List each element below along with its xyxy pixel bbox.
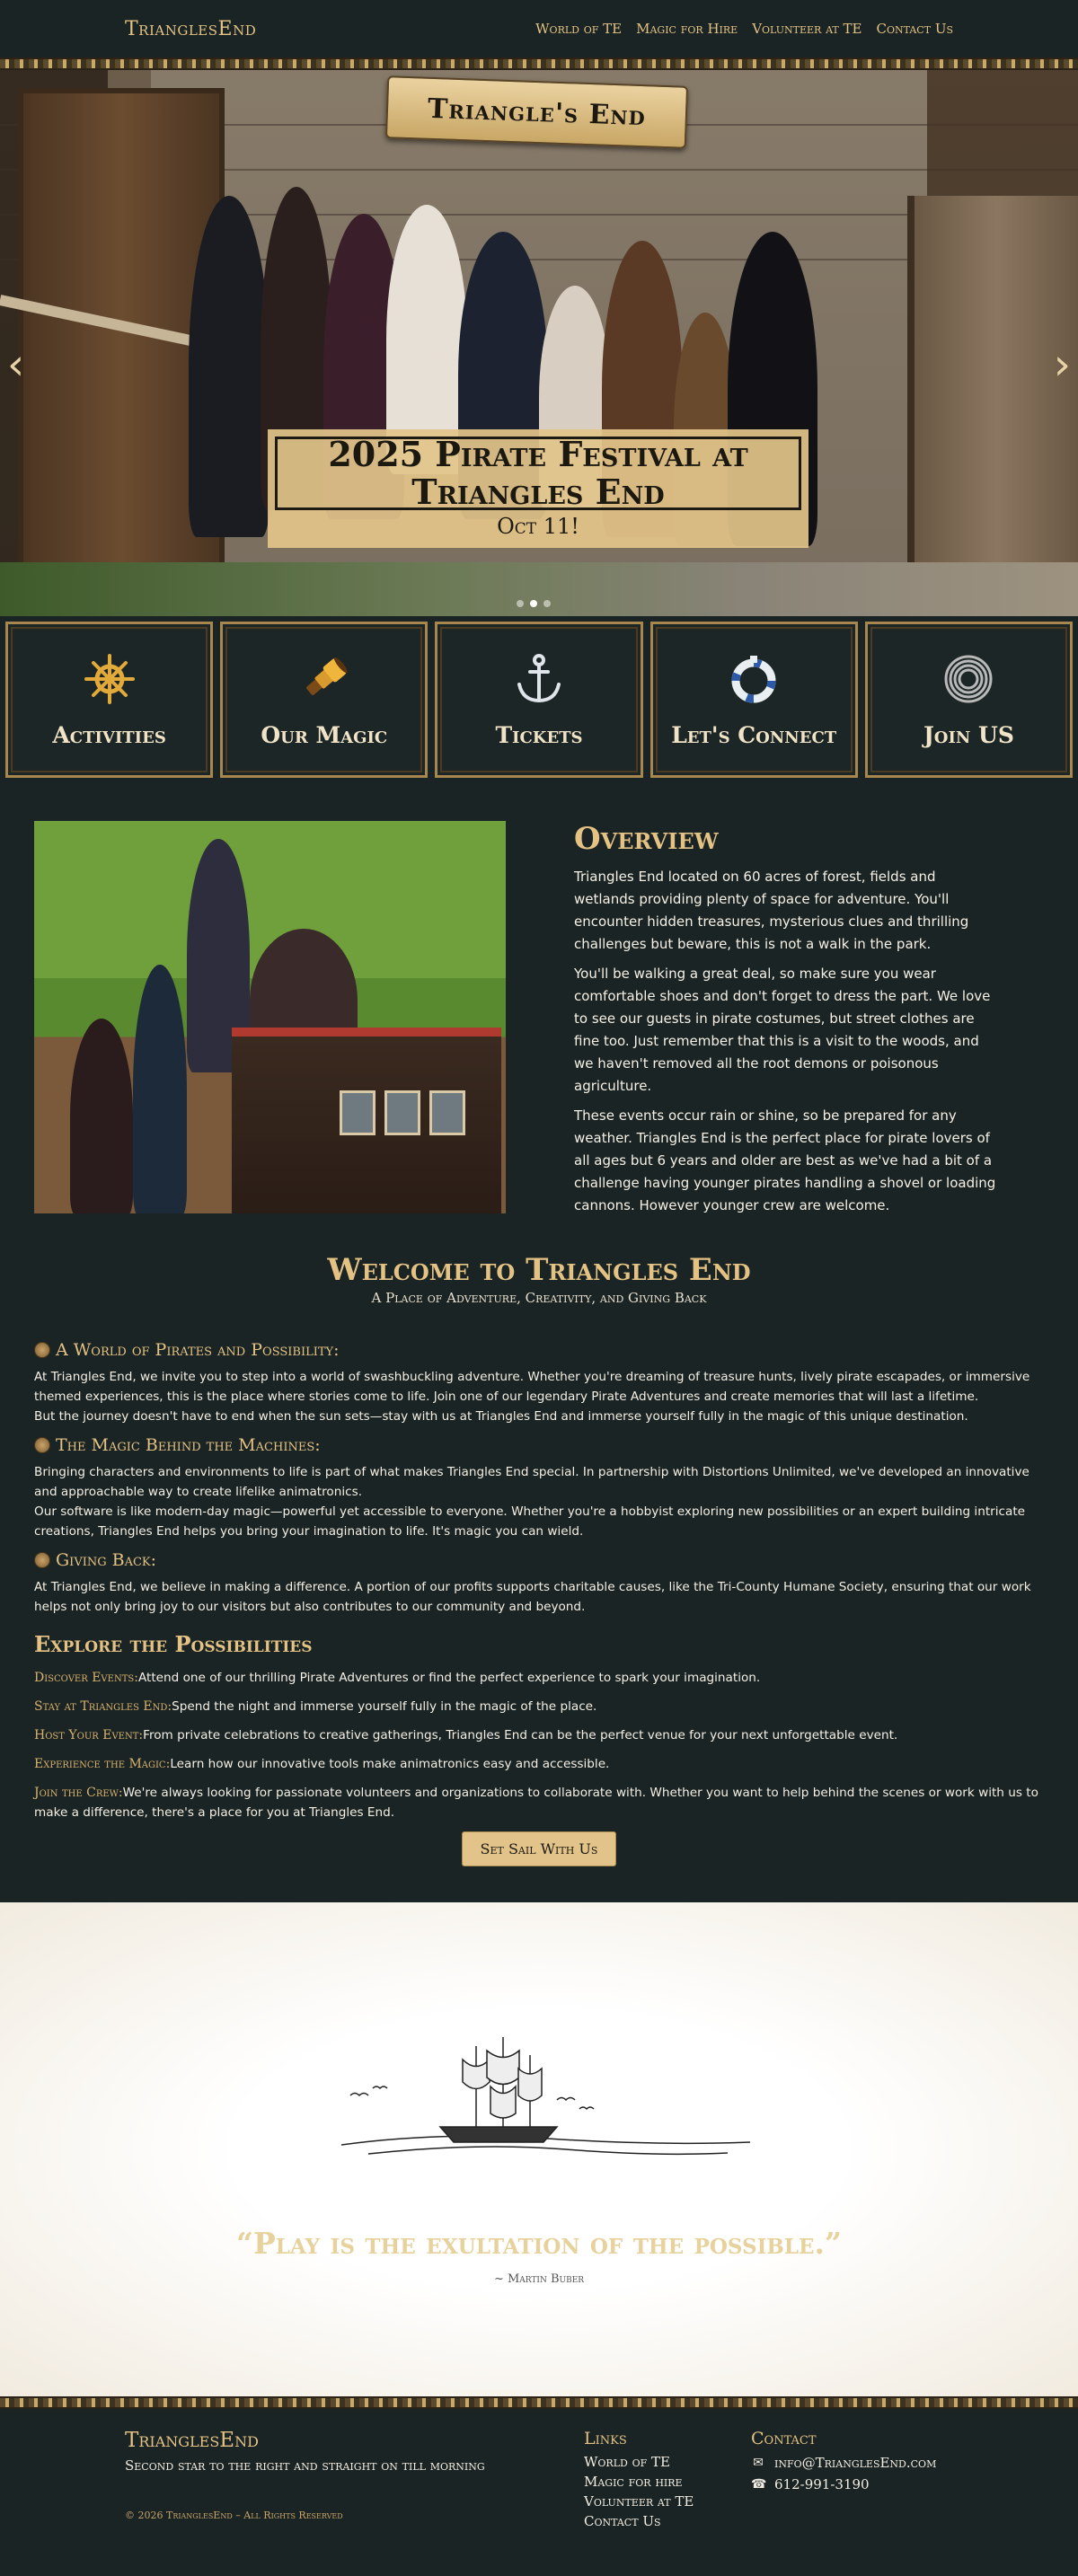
quote-author: ~ Martin Buber <box>493 2272 585 2286</box>
tile-join-us[interactable] <box>865 622 1073 778</box>
life-ring-icon <box>727 652 781 706</box>
anchor-icon <box>512 652 566 706</box>
nav-volunteer[interactable]: Volunteer at TE <box>752 21 862 37</box>
footer-phone-row[interactable] <box>751 2474 936 2495</box>
event-card[interactable] <box>268 429 808 548</box>
triangles-end-sign <box>385 75 688 149</box>
event-title-line-1: 2025 Pirate Festival at <box>328 434 748 474</box>
section-heading-text: Giving Back: <box>56 1550 157 1570</box>
explore-title: Explore the Possibilities <box>34 1631 313 1657</box>
explore-text: We're always looking for passionate volunteers and organizations to collaborate with. Whether you want to help behind the scenes or work with us to make a difference, there's a place for you at Triangles End. <box>34 1786 1038 1820</box>
footer-link-world[interactable]: World of TE <box>584 2454 670 2470</box>
feature-tiles <box>0 616 1078 785</box>
explore-text: Attend one of our thrilling Pirate Adventures or find the perfect experience to spark your imagination. <box>137 1671 761 1685</box>
explore-link[interactable]: Host Your Event: <box>34 1728 144 1742</box>
explore-item <box>34 1754 1044 1774</box>
section-text: Our software is like modern-day magic—powerful yet accessible to everyone. Whether you're a hobbyist exploring new possibilities or an expert building intricate creations, Triangles End helps you bring your imagination to life. It's magic you can wield. <box>34 1504 1026 1539</box>
footer-phone[interactable]: 612-991-3190 <box>774 2476 870 2492</box>
hero-door-right <box>907 196 1078 616</box>
tile-label: Our Magic <box>261 721 388 748</box>
brand-logo[interactable]: TrianglesEnd <box>125 17 257 40</box>
rope-coil-icon <box>941 652 995 706</box>
section-text: At Triangles End, we believe in making a difference. A portion of our profits supports charitable causes, like the Tri-County Humane Society, ensuring that our work helps not only bring joy to our visitors but also contributes to our community and beyond. <box>34 1580 1031 1614</box>
footer-copyright: © 2026 TrianglesEnd – All Rights Reserved <box>125 2510 343 2521</box>
overview-title: Overview <box>574 821 719 857</box>
explore-text: From private celebrations to creative gatherings, Triangles End can be the perfect venue for your next unforgettable event. <box>143 1728 898 1742</box>
welcome-section <box>0 1252 1078 1902</box>
section-text: But the journey doesn't have to end when the sun sets—stay with us at Triangles End and immerse yourself fully in the magic of this unique destination. <box>34 1409 968 1424</box>
section-heading <box>34 1550 1044 1570</box>
section-heading-text: The Magic Behind the Machines: <box>56 1435 321 1455</box>
carousel-prev-arrow-icon[interactable]: ‹ <box>7 340 25 390</box>
footer-tagline: Second star to the right and straight on till morning <box>125 2457 485 2474</box>
hero-ground <box>0 562 1078 616</box>
nav-contact-us[interactable]: Contact Us <box>876 21 953 37</box>
tile-label: Tickets <box>495 721 583 748</box>
tile-label: Let's Connect <box>671 721 837 748</box>
sailing-ship-illustration <box>332 2033 755 2167</box>
site-footer <box>0 2409 1078 2531</box>
section-heading <box>34 1435 1044 1455</box>
coin-icon <box>34 1437 50 1453</box>
overview-paragraph: You'll be walking a great deal, so make sure you wear comfortable shoes and don't forget to dress the part. We love to see our guests in pirate costumes, but street clothes are fine too. Just remember that this is a visit to the woods, and we haven't removed all the root demons or poisonous agriculture. <box>574 966 991 1094</box>
tile-label: Join US <box>923 721 1014 748</box>
coin-icon <box>34 1552 50 1568</box>
section-text: Bringing characters and environments to life is part of what makes Triangles End special. In partnership with Distortions Unlimited, we've developed an innovative and approachable way to create lifelike animatronics. <box>34 1465 1029 1499</box>
footer-email-row[interactable] <box>751 2452 936 2474</box>
site-header <box>0 0 1078 57</box>
footer-links-title: Links <box>584 2429 627 2448</box>
carousel-dot[interactable] <box>543 600 551 607</box>
main-nav <box>535 21 953 37</box>
tile-our-magic[interactable] <box>220 622 428 778</box>
ship-window <box>340 1090 376 1135</box>
event-date: Oct 11! <box>497 514 579 539</box>
ship-wheel-icon <box>83 652 137 706</box>
tile-activities[interactable] <box>5 622 213 778</box>
footer-links <box>584 2429 694 2531</box>
quote-section <box>0 1902 1078 2396</box>
nav-world-of-te[interactable]: World of TE <box>535 21 623 37</box>
overview-paragraph: Triangles End located on 60 acres of forest, fields and wetlands providing plenty of space for adventure. You'll encounter hidden treasures, mysterious clues and thrilling challenges but beware, this is not a walk in the park. <box>574 869 969 952</box>
carousel-next-arrow-icon[interactable]: › <box>1053 340 1071 390</box>
overview-paragraph: These events occur rain or shine, so be prepared for any weather. Triangles End is the perfect place for pirate lovers of all ages but 6 years and older are best as we've had a bit of a challenge having younger pirates handling a shovel or loading cannons. However younger crew are welcome. <box>574 1107 996 1213</box>
footer-email[interactable]: info@TrianglesEnd.com <box>774 2455 937 2471</box>
footer-link-volunteer[interactable]: Volunteer at TE <box>584 2493 694 2510</box>
spyglass-icon <box>297 652 351 706</box>
carousel-dots <box>517 600 551 607</box>
decorative-border <box>0 2396 1078 2409</box>
section-heading <box>34 1340 1044 1360</box>
section-text: At Triangles End, we invite you to step into a world of swashbuckling adventure. Whether you're dreaming of treasure hunts, lively pirate escapades, or immersive themed experiences, this is the place where stories come to life. Join one of our legendary Pirate Adventures and create memories that will last a lifetime. <box>34 1370 1030 1404</box>
explore-item <box>34 1697 1044 1716</box>
explore-item <box>34 1783 1044 1822</box>
quote-text: “Play is the exultation of the possible.” <box>235 2226 843 2261</box>
envelope-icon: ✉ <box>753 2456 764 2470</box>
explore-item <box>34 1668 1044 1688</box>
pirate-figure <box>133 965 187 1213</box>
sign-text: Triangle's End <box>427 93 647 132</box>
pirate-ship-photo <box>34 821 506 1213</box>
carousel-dot[interactable] <box>517 600 524 607</box>
pirate-figure <box>189 196 270 537</box>
explore-link[interactable]: Join the Crew: <box>34 1786 123 1800</box>
overview-text <box>574 821 996 1252</box>
explore-item <box>34 1725 1044 1745</box>
cta-wrap <box>34 1831 1044 1866</box>
decorative-border <box>0 57 1078 70</box>
explore-link[interactable]: Experience the Magic: <box>34 1757 171 1771</box>
footer-link-contact[interactable]: Contact Us <box>584 2513 661 2529</box>
footer-contact-title: Contact <box>751 2429 817 2448</box>
nav-magic-for-hire[interactable]: Magic for Hire <box>636 21 738 37</box>
explore-text: Learn how our innovative tools make animatronics easy and accessible. <box>170 1757 610 1771</box>
tile-tickets[interactable] <box>435 622 642 778</box>
tile-lets-connect[interactable] <box>650 622 858 778</box>
welcome-title: Welcome to Triangles End <box>327 1252 751 1288</box>
coin-icon <box>34 1342 50 1358</box>
tile-label: Activities <box>52 721 166 748</box>
event-title <box>328 436 747 511</box>
event-title-line-2: Triangles End <box>411 472 665 512</box>
footer-link-magic[interactable]: Magic for hire <box>584 2474 683 2490</box>
event-title-frame <box>275 434 801 512</box>
overview-section <box>0 785 1078 1252</box>
ship-window <box>429 1090 465 1135</box>
section-heading-text: A World of Pirates and Possibility: <box>56 1340 340 1360</box>
explore-link[interactable]: Stay at Triangles End: <box>34 1699 172 1714</box>
pirate-figure <box>70 1019 133 1213</box>
carousel-dot[interactable] <box>530 600 537 607</box>
footer-brand[interactable]: TrianglesEnd <box>125 2429 259 2452</box>
set-sail-button[interactable]: Set Sail With Us <box>462 1831 617 1866</box>
footer-contact <box>751 2429 936 2495</box>
phone-icon: ☎ <box>751 2477 767 2492</box>
ship-window <box>384 1090 420 1135</box>
welcome-subtitle: A Place of Adventure, Creativity, and Giving Back <box>371 1290 707 1306</box>
explore-text: Spend the night and immerse yourself fully in the magic of the place. <box>172 1699 597 1714</box>
explore-link[interactable]: Discover Events: <box>34 1671 138 1685</box>
hero-carousel <box>0 70 1078 616</box>
